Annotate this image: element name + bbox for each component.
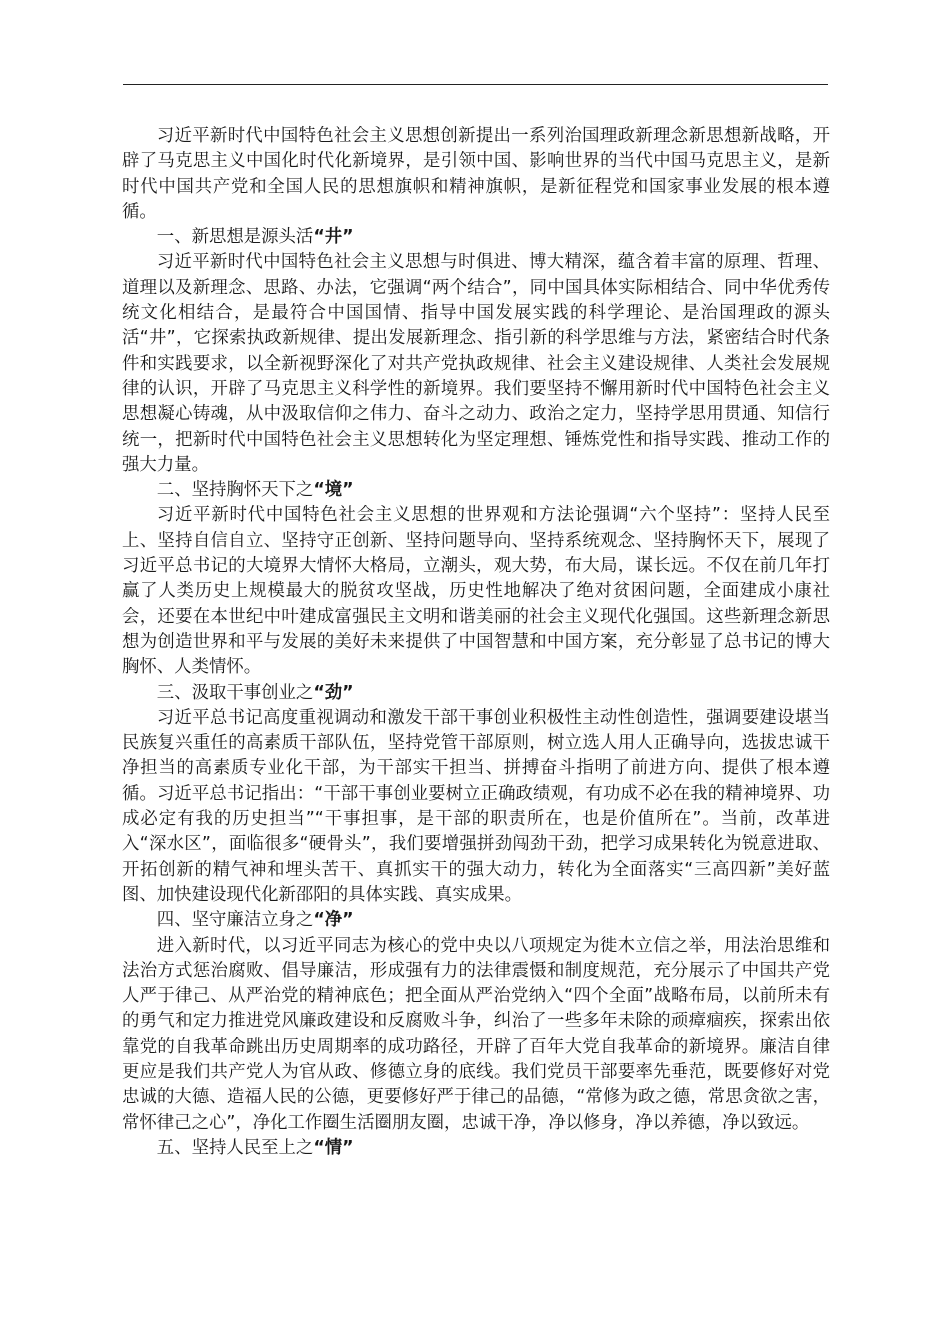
section-heading-1 — [122, 225, 830, 250]
article-body — [122, 124, 830, 1161]
section-heading-2-text: 二、坚持胸怀天下之 — [156, 480, 314, 501]
section-paragraph-4: 进入新时代，以习近平同志为核心的党中央以八项规定为徙木立信之举，用法治思维和法治方式惩治腐败、倡导廉洁，形成强有力的法律震慑和制度规范，充分展示了中国共产党人严于律己、从严治党的精神底色；把全面从严治党纳入“四个全面”战略布局，以前所未有的勇气和定力推进党风廉政建设和反腐败斗争，纠治了一些多年未除的顽瘴痼疾，探索出依靠党的自我革命跳出历史周期率的成功路径，开辟了百年大党自我革命的新境界。廉洁自律更应是我们共产党人为官从政、修德立身的底线。我们党员干部要率先垂范，既要修好对党忠诚的大德、造福人民的公德，更要修好严于律己的品德，“常修为政之德，常思贪欲之害，常怀律己之心”，净化工作圈生活圈朋友圈，忠诚干净，净以修身，净以养德，净以致远。 — [122, 935, 830, 1133]
section-paragraph-1: 习近平新时代中国特色社会主义思想与时俱进、博大精深，蕴含着丰富的原理、哲理、道理以及新理念、思路、办法，它强调“两个结合”，同中国具体实际相结合、同中华优秀传统文化相结合，是最符合中国国情、指导中国发展实践的科学理论、是治国理政的源头活“井”，它探索执政新规律、提出发展新理念、指引新的科学思维与方法，紧密结合时代条件和实践要求，以全新视野深化了对共产党执政规律、社会主义建设规律、人类社会发展规律的认识，开辟了马克思主义科学性的新境界。我们要坚持不懈用新时代中国特色社会主义思想凝心铸魂，从中汲取信仰之伟力、奋斗之动力、政治之定力，坚持学思用贯通、知信行统一，把新时代中国特色社会主义思想转化为坚定理想、锤炼党性和指导实践、推动工作的强大力量。 — [122, 252, 830, 475]
section-heading-2 — [122, 478, 830, 503]
header-rule — [123, 84, 828, 85]
section-heading-2-accent: “境” — [313, 480, 354, 501]
section-heading-1-text: 一、新思想是源头活 — [156, 227, 314, 248]
section-heading-3-text: 三、汲取干事创业之 — [156, 682, 314, 703]
section-heading-1-accent: “井” — [313, 227, 354, 248]
section-heading-5 — [122, 1136, 830, 1161]
section-heading-4 — [122, 908, 830, 933]
section-paragraph-2: 习近平新时代中国特色社会主义思想的世界观和方法论强调“六个坚持”：坚持人民至上、坚持自信自立、坚持守正创新、坚持问题导向、坚持系统观念、坚持胸怀天下，展现了习近平总书记的大境界大情怀大格局，立潮头，观大势，布大局，谋长远。不仅在前几年打赢了人类历史上规模最大的脱贫攻坚战，历史性地解决了绝对贫困问题，全面建成小康社会，还要在本世纪中叶建成富强民主文明和谐美丽的社会主义现代化强国。这些新理念新思想为创造世界和平与发展的美好未来提供了中国智慧和中国方案，充分彰显了总书记的博大胸怀、人类情怀。 — [122, 505, 830, 678]
section-heading-4-text: 四、坚守廉洁立身之 — [156, 910, 314, 931]
intro-paragraph: 习近平新时代中国特色社会主义思想创新提出一系列治国理政新理念新思想新战略，开辟了马克思主义中国化时代化新境界，是引领中国、影响世界的当代中国马克思主义，是新时代中国共产党和全国人民的思想旗帜和精神旗帜，是新征程党和国家事业发展的根本遵循。 — [122, 126, 830, 222]
section-heading-4-accent: “净” — [313, 910, 354, 931]
section-heading-3 — [122, 681, 830, 706]
section-heading-3-accent: “劲” — [313, 682, 354, 703]
section-heading-5-text: 五、坚持人民至上之 — [156, 1137, 314, 1158]
section-paragraph-3: 习近平总书记高度重视调动和激发干部干事创业积极性主动性创造性，强调要建设堪当民族复兴重任的高素质干部队伍，坚持党管干部原则，树立选人用人正确导向，选拔忠诚干净担当的高素质专业化干部，为干部实干担当、拼搏奋斗指明了前进方向、提供了根本遵循。习近平总书记指出：“干部干事创业要树立正确政绩观，有功成不必在我的精神境界、功成必定有我的历史担当”“干事担事，是干部的职责所在，也是价值所在”。当前，改革进入“深水区”，面临很多“硬骨头”，我们要增强拼劲闯劲干劲，把学习成果转化为锐意进取、开拓创新的精气神和埋头苦干、真抓实干的强大动力，转化为全面落实“三高四新”美好蓝图、加快建设现代化新邵阳的具体实践、真实成果。 — [122, 707, 830, 905]
section-heading-5-accent: “情” — [313, 1137, 354, 1158]
